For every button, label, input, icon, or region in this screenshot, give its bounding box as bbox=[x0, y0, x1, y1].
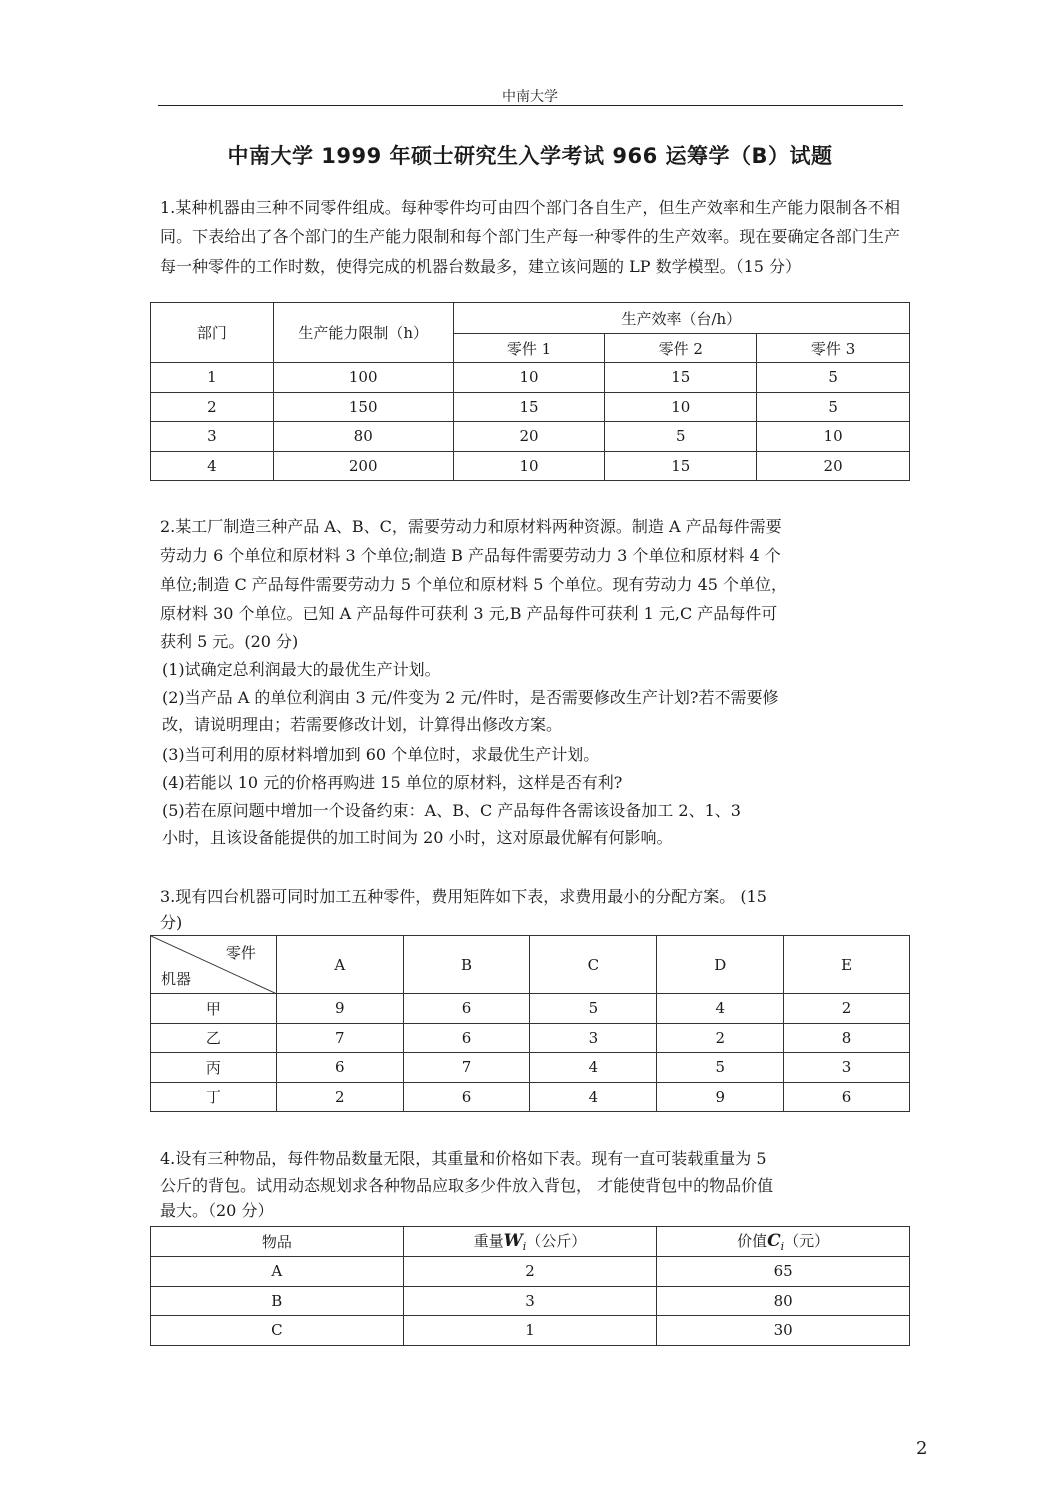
row-label: 乙 bbox=[151, 1023, 277, 1053]
table-row bbox=[151, 1316, 910, 1346]
table-row bbox=[151, 994, 910, 1024]
table-row bbox=[151, 392, 910, 422]
table-row bbox=[151, 451, 910, 481]
table-cell: 4 bbox=[151, 451, 274, 481]
table-row bbox=[151, 1053, 910, 1083]
header-col: C bbox=[530, 936, 657, 994]
header-part: 零件 1 bbox=[453, 334, 605, 363]
header-part: 零件 3 bbox=[757, 334, 910, 363]
question-2-subitem: (2)当产品 A 的单位利润由 3 元/件变为 2 元/件时，是否需要修改生产计划?若不需要修 bbox=[162, 688, 779, 707]
question-2-line: 单位;制造 C 产品每件需要劳动力 5 个单位和原材料 5 个单位。现有劳动力 45 个单位， bbox=[160, 575, 788, 594]
header-weight bbox=[403, 1227, 657, 1257]
table-cell: 1 bbox=[151, 363, 274, 393]
weight-symbol: W bbox=[503, 1231, 523, 1251]
table-cell: B bbox=[151, 1286, 404, 1316]
table-row bbox=[151, 1257, 910, 1287]
table-cell: 5 bbox=[530, 994, 657, 1024]
page-number: 2 bbox=[916, 1438, 928, 1459]
question-1-text: 1.某种机器由三种不同零件组成。每种零件均可由四个部门各自生产，但生产效率和生产能力限制各不相同。下表给出了各个部门的生产能力限制和每个部门生产每一种零件的生产效率。现在要确定各部门生产每一种零件的工作时数，使得完成的机器台数最多，建立该问题的 LP 数学模型。（15 分） bbox=[160, 198, 900, 276]
table-cell: 2 bbox=[657, 1023, 784, 1053]
table-cell: 80 bbox=[657, 1286, 910, 1316]
table-cell: 6 bbox=[276, 1053, 403, 1083]
table-cell: 65 bbox=[657, 1257, 910, 1287]
table-cell: 2 bbox=[276, 1082, 403, 1112]
question-4-line: 公斤的背包。试用动态规划求各种物品应取多少件放入背包， 才能使背包中的物品价值 bbox=[160, 1176, 774, 1195]
table-cell: 10 bbox=[605, 392, 757, 422]
table-cell: 7 bbox=[276, 1023, 403, 1053]
row-label: 甲 bbox=[151, 994, 277, 1024]
question-4-line: 最大。（20 分） bbox=[160, 1201, 274, 1220]
table-cell: 3 bbox=[403, 1286, 657, 1316]
table-row bbox=[151, 422, 910, 452]
value-symbol: C bbox=[767, 1231, 781, 1251]
table-row bbox=[151, 1082, 910, 1112]
table-cell: 5 bbox=[757, 363, 910, 393]
production-table bbox=[150, 302, 910, 481]
question-2-subitem: 改，请说明理由；若需要修改计划，计算得出修改方案。 bbox=[162, 715, 563, 734]
table-cell: 10 bbox=[453, 363, 605, 393]
table-cell: 1 bbox=[403, 1316, 657, 1346]
value-unit: （元） bbox=[784, 1232, 830, 1250]
table-cell: 6 bbox=[403, 1023, 530, 1053]
table-cell: 7 bbox=[403, 1053, 530, 1083]
header-part: 零件 2 bbox=[605, 334, 757, 363]
header-capacity: 生产能力限制（h） bbox=[273, 303, 453, 363]
table-cell: C bbox=[151, 1316, 404, 1346]
table-cell: 8 bbox=[784, 1023, 910, 1053]
question-2-subitem: (3)当可利用的原材料增加到 60 个单位时，求最优生产计划。 bbox=[162, 745, 600, 764]
table-cell: 150 bbox=[273, 392, 453, 422]
table-row bbox=[151, 1286, 910, 1316]
table-cell: 6 bbox=[784, 1082, 910, 1112]
table-cell: 4 bbox=[530, 1082, 657, 1112]
table-cell: 200 bbox=[273, 451, 453, 481]
page-header: 中南大学 bbox=[502, 89, 558, 105]
question-2-subitem: (1)试确定总利润最大的最优生产计划。 bbox=[162, 660, 441, 679]
header-col: E bbox=[784, 936, 910, 994]
table-cell: 9 bbox=[657, 1082, 784, 1112]
diagonal-header-cell bbox=[151, 936, 277, 994]
question-2-line: 劳动力 6 个单位和原材料 3 个单位;制造 B 产品每件需要劳动力 3 个单位和原材料 4 个 bbox=[160, 546, 781, 565]
header-weight-label: 重量 bbox=[473, 1232, 504, 1250]
table-cell: 20 bbox=[453, 422, 605, 452]
question-2-subitem: (5)若在原问题中增加一个设备约束：A、B、C 产品每件各需该设备加工 2、1、3 bbox=[162, 801, 741, 820]
table-cell: 3 bbox=[784, 1053, 910, 1083]
question-2-line: 原材料 30 个单位。已知 A 产品每件可获利 3 元,B 产品每件可获利 1 元,C 产品每件可 bbox=[160, 604, 778, 623]
table-cell: A bbox=[151, 1257, 404, 1287]
table-cell: 3 bbox=[151, 422, 274, 452]
header-value bbox=[657, 1227, 910, 1257]
table-cell: 20 bbox=[757, 451, 910, 481]
table-cell: 9 bbox=[276, 994, 403, 1024]
table-cell: 100 bbox=[273, 363, 453, 393]
table-cell: 5 bbox=[605, 422, 757, 452]
question-3-line: 分) bbox=[160, 913, 183, 932]
table-cell: 15 bbox=[453, 392, 605, 422]
table-cell: 5 bbox=[757, 392, 910, 422]
table-cell: 2 bbox=[151, 392, 274, 422]
header-col: B bbox=[403, 936, 530, 994]
question-3-line: 3.现有四台机器可同时加工五种零件，费用矩阵如下表，求费用最小的分配方案。 (15 bbox=[160, 887, 767, 906]
weight-subscript: i bbox=[522, 1240, 527, 1253]
table-cell: 4 bbox=[657, 994, 784, 1024]
question-2-line: 获利 5 元。(20 分) bbox=[160, 632, 299, 651]
question-2-line: 2.某工厂制造三种产品 A、B、C，需要劳动力和原材料两种资源。制造 A 产品每件需要 bbox=[160, 517, 782, 536]
question-2-subitem: 小时，且该设备能提供的加工时间为 20 小时，这对原最优解有何影响。 bbox=[162, 828, 673, 847]
header-item: 物品 bbox=[151, 1227, 404, 1257]
table-row bbox=[151, 363, 910, 393]
header-col: A bbox=[276, 936, 403, 994]
row-label: 丁 bbox=[151, 1082, 277, 1112]
question-2-subitem: (4)若能以 10 元的价格再购进 15 单位的原材料，这样是否有利? bbox=[162, 773, 623, 792]
table-cell: 30 bbox=[657, 1316, 910, 1346]
table-cell: 6 bbox=[403, 994, 530, 1024]
weight-unit: （公斤） bbox=[526, 1232, 587, 1250]
table-cell: 15 bbox=[605, 363, 757, 393]
table-cell: 2 bbox=[784, 994, 910, 1024]
corner-label-parts: 零件 bbox=[225, 944, 256, 962]
table-row bbox=[151, 1023, 910, 1053]
header-dept: 部门 bbox=[151, 303, 274, 363]
table-cell: 80 bbox=[273, 422, 453, 452]
knapsack-table bbox=[150, 1226, 910, 1346]
table-cell: 4 bbox=[530, 1053, 657, 1083]
header-col: D bbox=[657, 936, 784, 994]
table-cell: 3 bbox=[530, 1023, 657, 1053]
table-cell: 10 bbox=[453, 451, 605, 481]
header-value-label: 价值 bbox=[737, 1232, 768, 1250]
cost-matrix-table bbox=[150, 935, 910, 1112]
table-cell: 2 bbox=[403, 1257, 657, 1287]
exam-title: 中南大学 1999 年硕士研究生入学考试 966 运筹学（B）试题 bbox=[227, 144, 833, 168]
value-subscript: i bbox=[780, 1240, 785, 1253]
header-rule bbox=[158, 105, 903, 106]
table-cell: 5 bbox=[657, 1053, 784, 1083]
header-efficiency: 生产效率（台/h） bbox=[453, 303, 909, 334]
row-label: 丙 bbox=[151, 1053, 277, 1083]
table-cell: 15 bbox=[605, 451, 757, 481]
table-cell: 6 bbox=[403, 1082, 530, 1112]
table-cell: 10 bbox=[757, 422, 910, 452]
corner-label-machines: 机器 bbox=[161, 970, 192, 988]
question-4-line: 4.设有三种物品，每件物品数量无限，其重量和价格如下表。现有一直可装载重量为 5 bbox=[160, 1149, 767, 1168]
